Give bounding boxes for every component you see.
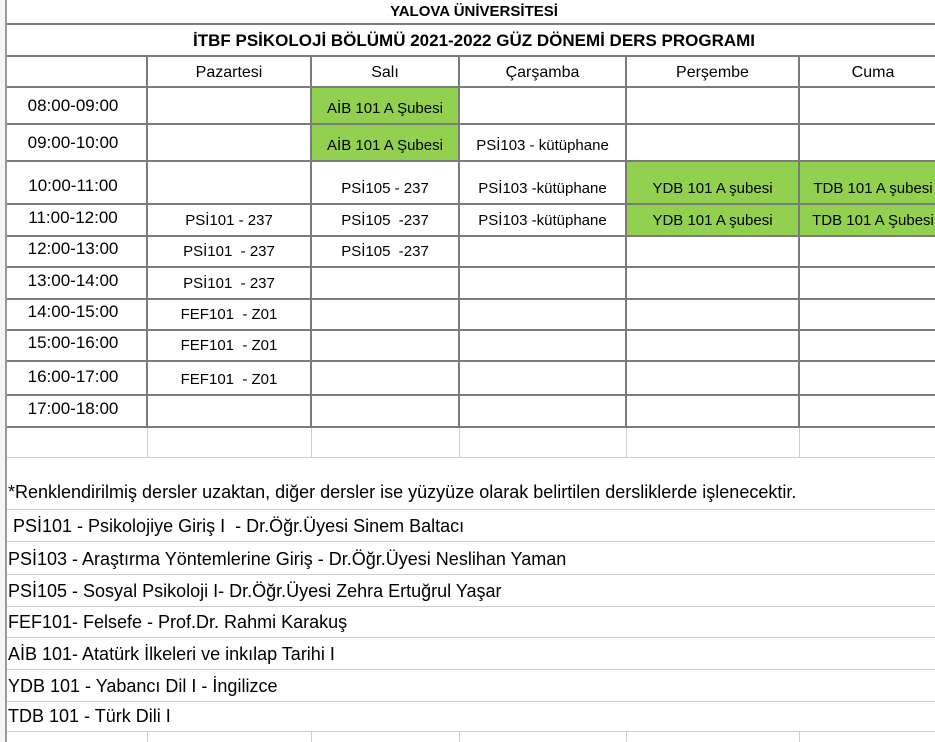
time-slot-label[interactable]: 13:00-14:00 [0,268,148,298]
schedule-body [0,88,935,428]
empty-grid-row [0,428,935,458]
schedule-cell[interactable] [148,125,312,160]
schedule-cell[interactable] [627,331,800,360]
schedule-cell[interactable]: AİB 101 A Şubesi [312,125,460,160]
empty-cell[interactable] [627,732,800,742]
table-row [0,25,935,57]
empty-grid-row [0,732,935,742]
table-row [0,0,935,25]
color-note[interactable]: *Renklendirilmiş dersler uzaktan, diğer dersler ise yüzyüze olarak belirtilen dersliklerde işlenecektir. [8,482,797,502]
table-row [0,362,935,396]
schedule-cell[interactable] [460,331,627,360]
empty-cell[interactable] [148,428,312,457]
schedule-cell[interactable] [800,88,935,123]
schedule-cell[interactable] [627,125,800,160]
schedule-cell[interactable] [627,88,800,123]
schedule-cell[interactable] [800,362,935,394]
time-slot-label[interactable]: 15:00-16:00 [0,331,148,360]
schedule-cell[interactable] [148,88,312,123]
schedule-cell[interactable] [800,268,935,298]
table-row [0,268,935,300]
schedule-cell[interactable]: PSİ101 - 237 [148,237,312,266]
legend-item[interactable]: YDB 101 - Yabancı Dil I - İngilizce [8,676,278,696]
schedule-cell[interactable] [312,396,460,426]
sheet-subtitle-cell[interactable]: İTBF PSİKOLOJİ BÖLÜMÜ 2021-2022 GÜZ DÖNEMİ DERS PROGRAMI [192,31,756,50]
empty-cell[interactable] [0,428,148,457]
schedule-cell[interactable] [460,268,627,298]
legend-item[interactable]: TDB 101 - Türk Dili I [8,706,171,726]
schedule-cell[interactable] [627,237,800,266]
table-row [0,300,935,331]
time-slot-label[interactable]: 09:00-10:00 [0,125,148,160]
schedule-cell[interactable]: FEF101 - Z01 [148,300,312,329]
table-row [0,396,935,428]
schedule-cell[interactable] [627,300,800,329]
schedule-cell[interactable] [627,268,800,298]
legend-item[interactable]: PSİ101 - Psikolojiye Giriş I - Dr.Öğr.Üyesi Sinem Baltacı [8,516,465,536]
schedule-cell[interactable] [148,162,312,203]
schedule-cell[interactable] [312,268,460,298]
legend-item[interactable]: FEF101- Felsefe - Prof.Dr. Rahmi Karakuş [8,612,348,632]
schedule-cell[interactable] [460,88,627,123]
schedule-cell[interactable]: FEF101 - Z01 [148,331,312,360]
sheet-left-edge [0,0,7,742]
table-row [0,331,935,362]
schedule-cell[interactable]: YDB 101 A şubesi [627,162,800,203]
note-row [0,458,935,510]
schedule-cell[interactable] [800,237,935,266]
schedule-cell[interactable] [460,300,627,329]
table-row [0,510,935,542]
day-header-5[interactable]: Cuma [800,57,935,86]
time-slot-label[interactable]: 11:00-12:00 [0,205,148,235]
day-header-1[interactable]: Pazartesi [148,57,312,86]
schedule-cell[interactable] [800,396,935,426]
day-header-4[interactable]: Perşembe [627,57,800,86]
table-row [0,702,935,732]
empty-cell[interactable] [800,732,935,742]
table-row [0,205,935,237]
schedule-cell[interactable] [627,362,800,394]
table-row [0,575,935,607]
table-row [0,607,935,638]
empty-cell[interactable] [460,428,627,457]
course-legend [0,510,935,732]
schedule-cell[interactable]: TDB 101 A Şubesi [800,205,935,235]
day-header-2[interactable]: Salı [312,57,460,86]
table-row [0,125,935,162]
empty-cell[interactable] [627,428,800,457]
table-row [0,237,935,268]
schedule-cell[interactable]: PSİ101 - 237 [148,205,312,235]
time-slot-label[interactable]: 14:00-15:00 [0,300,148,329]
empty-cell[interactable] [460,732,627,742]
schedule-cell[interactable] [627,396,800,426]
schedule-cell[interactable] [800,125,935,160]
schedule-cell[interactable]: TDB 101 A şubesi [800,162,935,203]
schedule-cell[interactable]: PSİ101 - 237 [148,268,312,298]
time-slot-label[interactable]: 12:00-13:00 [0,237,148,266]
table-row [0,638,935,670]
corner-cell[interactable] [0,57,148,86]
schedule-cell[interactable] [800,300,935,329]
schedule-cell[interactable] [800,331,935,360]
schedule-cell[interactable]: YDB 101 A şubesi [627,205,800,235]
table-row [0,542,935,575]
schedule-cell[interactable]: PSİ103 -kütüphane [460,205,627,235]
legend-item[interactable]: AİB 101- Atatürk İlkeleri ve inkılap Tarihi I [8,644,335,664]
schedule-cell[interactable] [312,362,460,394]
sheet-title-cell[interactable]: YALOVA ÜNİVERSİTESİ [390,3,558,20]
schedule-cell[interactable]: FEF101 - Z01 [148,362,312,394]
empty-cell[interactable] [0,732,148,742]
legend-item[interactable]: PSİ103 - Araştırma Yöntemlerine Giriş - Dr.Öğr.Üyesi Neslihan Yaman [8,549,567,569]
table-row [0,670,935,702]
time-slot-label[interactable]: 10:00-11:00 [0,162,148,203]
day-header-3[interactable]: Çarşamba [460,57,627,86]
time-slot-label[interactable]: 17:00-18:00 [0,396,148,426]
schedule-cell[interactable]: AİB 101 A Şubesi [312,88,460,123]
legend-item[interactable]: PSİ105 - Sosyal Psikoloji I- Dr.Öğr.Üyesi Zehra Ertuğrul Yaşar [8,581,502,601]
schedule-cell[interactable] [148,396,312,426]
schedule-cell[interactable]: PSİ103 - kütüphane [460,125,627,160]
schedule-cell[interactable] [312,331,460,360]
schedule-cell[interactable]: PSİ103 -kütüphane [460,162,627,203]
empty-cell[interactable] [312,732,460,742]
empty-cell[interactable] [148,732,312,742]
schedule-cell[interactable] [460,362,627,394]
time-slot-label[interactable]: 16:00-17:00 [0,362,148,394]
schedule-cell[interactable] [312,300,460,329]
time-slot-label[interactable]: 08:00-09:00 [0,88,148,123]
table-row [0,162,935,205]
table-row [0,88,935,125]
schedule-cell[interactable] [460,237,627,266]
schedule-cell[interactable]: PSİ105 -237 [312,205,460,235]
schedule-cell[interactable] [460,396,627,426]
day-header-row [0,57,935,88]
schedule-cell[interactable]: PSİ105 -237 [312,237,460,266]
empty-cell[interactable] [800,428,935,457]
empty-cell[interactable] [312,428,460,457]
schedule-cell[interactable]: PSİ105 - 237 [312,162,460,203]
